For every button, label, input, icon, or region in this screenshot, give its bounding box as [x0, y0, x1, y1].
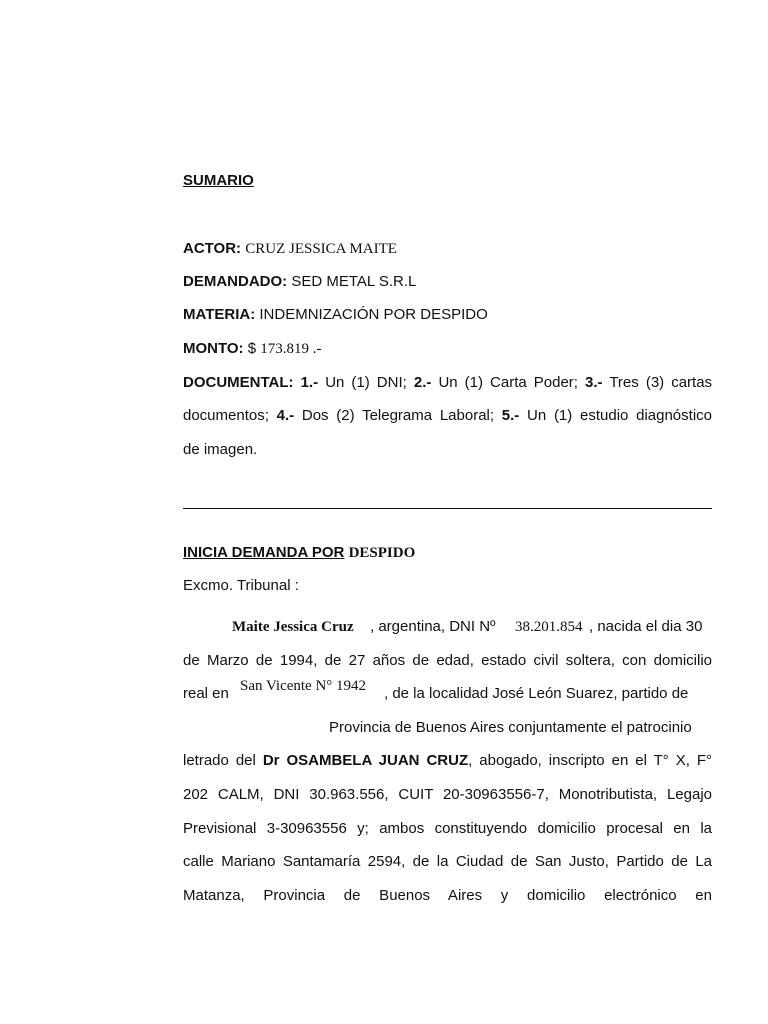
- paragraph-line-9: Matanza, Provincia de Buenos Aires y domicilio electrónico en: [183, 887, 712, 904]
- monto-currency: $: [247, 340, 257, 357]
- paragraph-text: letrado del: [183, 752, 256, 769]
- paragraph-text: , abogado, inscripto en el T° X, F°: [468, 752, 713, 769]
- paragraph-line-7: Previsional 3-30963556 y; ambos constituyendo domicilio procesal en la: [183, 820, 712, 837]
- documental-item-number: 3.-: [585, 374, 603, 391]
- demanda-title: [183, 545, 415, 561]
- party-name: [232, 619, 354, 635]
- paragraph-line-8: calle Mariano Santamaría 2594, de la Ciudad de San Justo, Partido de La: [183, 853, 712, 870]
- paragraph-line-4: Provincia de Buenos Aires conjuntamente el patrocinio: [329, 719, 692, 736]
- actor-value: CRUZ JESSICA MAITE: [245, 241, 397, 257]
- materia-line: [183, 307, 488, 322]
- demandado-value: SED METAL S.R.L: [291, 273, 417, 290]
- documental-item-text: Un (1) DNI;: [325, 374, 407, 391]
- paragraph-line-2: de Marzo de 1994, de 27 años de edad, estado civil soltera, con domicilio: [183, 652, 712, 669]
- paragraph-line-6: 202 CALM, DNI 30.963.556, CUIT 20-30963556-7, Monotributista, Legajo: [183, 786, 712, 803]
- section-divider: [183, 508, 712, 509]
- demanda-title-main: INICIA DEMANDA POR: [183, 544, 345, 561]
- documental-item-text: documentos;: [183, 407, 269, 424]
- salutation: Excmo. Tribunal :: [183, 577, 299, 594]
- paragraph-line-1a: , argentina, DNI Nº: [370, 618, 496, 635]
- paragraph-line-3b: , de la localidad José León Suarez, partido de: [384, 685, 689, 702]
- demandado-line: [183, 274, 416, 289]
- materia-value: INDEMNIZACIÓN POR DESPIDO: [259, 306, 488, 323]
- actor-label: ACTOR:: [183, 240, 242, 257]
- documental-item-number: 4.-: [276, 407, 295, 424]
- paragraph-line-1b: , nacida el dia 30: [589, 618, 703, 635]
- paragraph-line-5: [183, 753, 712, 768]
- lawyer-name: Dr OSAMBELA JUAN CRUZ: [262, 752, 469, 769]
- documental-label: DOCUMENTAL:: [183, 374, 294, 391]
- documental-line-2: [183, 408, 712, 423]
- monto-line: [183, 341, 322, 357]
- plaintiff-dni: 38.201.854: [515, 619, 583, 635]
- actor-line: [183, 241, 397, 257]
- plaintiff-name: Maite Jessica Cruz: [232, 619, 354, 635]
- documental-item-number: 2.-: [413, 374, 432, 391]
- documental-line-1: [183, 375, 712, 390]
- demanda-title-despido: DESPIDO: [348, 545, 416, 561]
- demandado-label: DEMANDADO:: [183, 273, 288, 290]
- documental-item-text: Un (1) Carta Poder;: [438, 374, 578, 391]
- documental-item-text: Tres (3) cartas: [609, 374, 713, 391]
- summary-title: SUMARIO: [183, 172, 254, 189]
- documental-item-text: Dos (2) Telegrama Laboral;: [301, 407, 495, 424]
- monto-label: MONTO:: [183, 340, 244, 357]
- plaintiff-address: San Vicente N° 1942: [240, 678, 367, 694]
- documental-item-text: Un (1) estudio diagnóstico: [527, 407, 712, 424]
- monto-value: 173.819 .-: [260, 341, 322, 357]
- paragraph-line-3a: real en: [183, 685, 229, 702]
- materia-label: MATERIA:: [183, 306, 256, 323]
- documental-line-3: de imagen.: [183, 441, 258, 458]
- documental-item-number: 1.-: [300, 374, 319, 391]
- documental-item-number: 5.-: [501, 407, 520, 424]
